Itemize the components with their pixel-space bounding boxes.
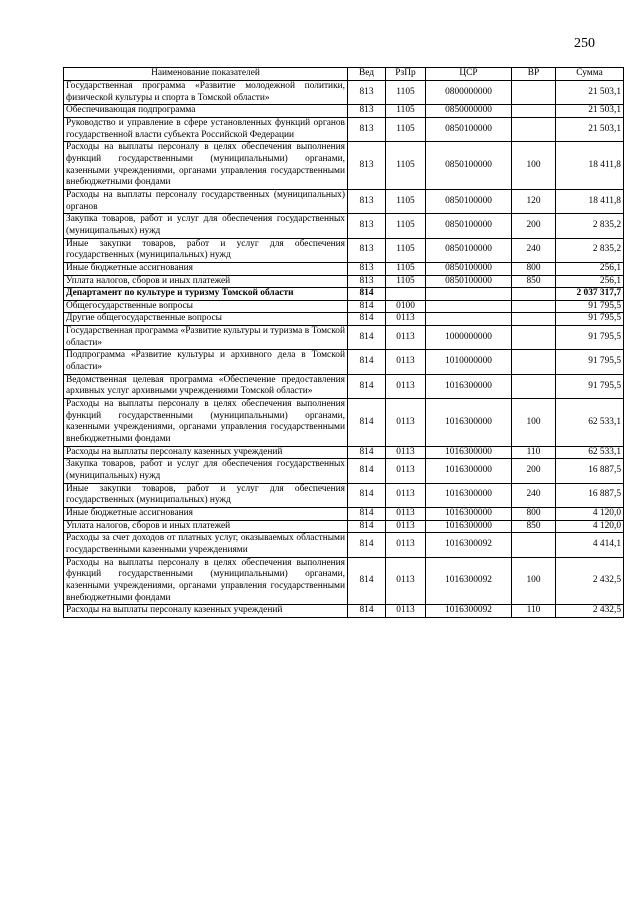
cell-rzpr: 1105 <box>386 81 426 105</box>
cell-rzpr: 1105 <box>386 275 426 288</box>
cell-rzpr: 1105 <box>386 262 426 275</box>
cell-ved: 814 <box>348 507 386 520</box>
cell-vr: 850 <box>512 520 556 533</box>
cell-name: Расходы на выплаты персоналу в целях обеспечения выполнения функций государственными (муниципальными) органами, казенными учреждениями, органами управления государственными внебюджетными фондами <box>64 557 348 605</box>
cell-vr: 110 <box>512 605 556 618</box>
cell-sum: 16 887,5 <box>556 483 624 507</box>
cell-rzpr: 0100 <box>386 300 426 313</box>
cell-csr: 1016300092 <box>426 533 512 557</box>
cell-ved: 814 <box>348 520 386 533</box>
table-row <box>64 189 624 213</box>
cell-vr: 100 <box>512 142 556 190</box>
cell-rzpr: 0113 <box>386 520 426 533</box>
cell-sum: 21 503,1 <box>556 105 624 118</box>
cell-name: Расходы на выплаты персоналу казенных учреждений <box>64 605 348 618</box>
cell-ved: 814 <box>348 459 386 483</box>
cell-vr: 100 <box>512 399 556 447</box>
cell-csr: 0850100000 <box>426 117 512 141</box>
cell-name: Департамент по культуре и туризму Томской области <box>64 288 348 301</box>
table-row <box>64 117 624 141</box>
cell-csr: 1016300000 <box>426 459 512 483</box>
cell-vr <box>512 350 556 374</box>
cell-csr: 0850100000 <box>426 189 512 213</box>
cell-sum: 2 432,5 <box>556 557 624 605</box>
cell-vr: 200 <box>512 214 556 238</box>
table-row <box>64 214 624 238</box>
cell-ved: 814 <box>348 483 386 507</box>
cell-name: Расходы на выплаты персоналу государственных (муниципальных) органов <box>64 189 348 213</box>
table-row <box>64 326 624 350</box>
table-row <box>64 374 624 398</box>
cell-name: Иные бюджетные ассигнования <box>64 262 348 275</box>
cell-vr: 240 <box>512 483 556 507</box>
cell-vr <box>512 105 556 118</box>
cell-csr: 0850100000 <box>426 142 512 190</box>
cell-rzpr: 0113 <box>386 350 426 374</box>
cell-vr: 100 <box>512 557 556 605</box>
cell-rzpr <box>386 288 426 301</box>
cell-rzpr: 1105 <box>386 214 426 238</box>
cell-rzpr: 1105 <box>386 117 426 141</box>
cell-sum: 21 503,1 <box>556 81 624 105</box>
cell-vr: 800 <box>512 507 556 520</box>
cell-sum: 2 835,2 <box>556 238 624 262</box>
cell-csr: 1016300000 <box>426 483 512 507</box>
cell-sum: 91 795,5 <box>556 300 624 313</box>
table-row <box>64 238 624 262</box>
cell-ved: 814 <box>348 399 386 447</box>
cell-ved: 813 <box>348 142 386 190</box>
cell-name: Ведомственная целевая программа «Обеспечение предоставления архивных услуг архивными учреждениями Томской области» <box>64 374 348 398</box>
cell-name: Расходы на выплаты персоналу в целях обеспечения выполнения функций государственными (муниципальными) органами, казенными учреждениями, органами управления государственными внебюджетными фондами <box>64 142 348 190</box>
cell-name: Подпрограмма «Развитие культуры и архивного дела в Томской области» <box>64 350 348 374</box>
cell-csr: 0850100000 <box>426 238 512 262</box>
table-row <box>64 313 624 326</box>
cell-csr: 1000000000 <box>426 326 512 350</box>
cell-sum: 21 503,1 <box>556 117 624 141</box>
table-row <box>64 520 624 533</box>
cell-rzpr: 0113 <box>386 446 426 459</box>
cell-csr: 0850100000 <box>426 275 512 288</box>
cell-ved: 814 <box>348 374 386 398</box>
page-number: 250 <box>574 36 595 51</box>
cell-name: Иные закупки товаров, работ и услуг для обеспечения государственных (муниципальных) нужд <box>64 483 348 507</box>
cell-ved: 813 <box>348 275 386 288</box>
cell-sum: 16 887,5 <box>556 459 624 483</box>
cell-csr: 1010000000 <box>426 350 512 374</box>
cell-csr: 1016300092 <box>426 605 512 618</box>
cell-ved: 814 <box>348 313 386 326</box>
cell-csr: 0800000000 <box>426 81 512 105</box>
cell-name: Закупка товаров, работ и услуг для обеспечения государственных (муниципальных) нужд <box>64 459 348 483</box>
table-row <box>64 350 624 374</box>
cell-name: Расходы на выплаты персоналу казенных учреждений <box>64 446 348 459</box>
cell-vr <box>512 374 556 398</box>
header-name: Наименование показателей <box>64 68 348 81</box>
cell-name: Уплата налогов, сборов и иных платежей <box>64 520 348 533</box>
table-row <box>64 275 624 288</box>
cell-vr: 240 <box>512 238 556 262</box>
cell-name: Иные закупки товаров, работ и услуг для обеспечения государственных (муниципальных) нужд <box>64 238 348 262</box>
cell-rzpr: 1105 <box>386 189 426 213</box>
table-row <box>64 605 624 618</box>
cell-vr <box>512 313 556 326</box>
header-rzpr: РзПр <box>386 68 426 81</box>
cell-vr: 800 <box>512 262 556 275</box>
cell-sum: 91 795,5 <box>556 326 624 350</box>
table-row <box>64 399 624 447</box>
cell-rzpr: 0113 <box>386 459 426 483</box>
cell-ved: 813 <box>348 105 386 118</box>
cell-sum: 4 120,0 <box>556 507 624 520</box>
budget-table <box>63 67 624 618</box>
cell-ved: 813 <box>348 238 386 262</box>
cell-sum: 2 037 317,7 <box>556 288 624 301</box>
cell-sum: 91 795,5 <box>556 313 624 326</box>
cell-csr <box>426 300 512 313</box>
cell-name: Государственная программа «Развитие культуры и туризма в Томской области» <box>64 326 348 350</box>
cell-name: Иные бюджетные ассигнования <box>64 507 348 520</box>
cell-vr <box>512 533 556 557</box>
table-row <box>64 142 624 190</box>
cell-name: Расходы на выплаты персоналу в целях обеспечения выполнения функций государственными (муниципальными) органами, казенными учреждениями, органами управления государственными внебюджетными фондами <box>64 399 348 447</box>
cell-sum: 62 533,1 <box>556 446 624 459</box>
cell-rzpr: 0113 <box>386 483 426 507</box>
cell-sum: 256,1 <box>556 262 624 275</box>
cell-sum: 4 414,1 <box>556 533 624 557</box>
cell-name: Государственная программа «Развитие молодежной политики, физической культуры и спорта в Томской области» <box>64 81 348 105</box>
cell-vr: 200 <box>512 459 556 483</box>
table-row <box>64 105 624 118</box>
cell-csr: 0850100000 <box>426 262 512 275</box>
table-row <box>64 557 624 605</box>
cell-name: Уплата налогов, сборов и иных платежей <box>64 275 348 288</box>
cell-rzpr: 1105 <box>386 238 426 262</box>
cell-sum: 4 120,0 <box>556 520 624 533</box>
cell-ved: 813 <box>348 81 386 105</box>
cell-vr <box>512 326 556 350</box>
cell-sum: 18 411,8 <box>556 142 624 190</box>
cell-ved: 814 <box>348 557 386 605</box>
cell-rzpr: 0113 <box>386 399 426 447</box>
cell-rzpr: 1105 <box>386 105 426 118</box>
cell-rzpr: 0113 <box>386 313 426 326</box>
cell-vr <box>512 300 556 313</box>
cell-name: Обеспечивающая подпрограмма <box>64 105 348 118</box>
cell-sum: 18 411,8 <box>556 189 624 213</box>
cell-csr: 0850100000 <box>426 214 512 238</box>
cell-sum: 62 533,1 <box>556 399 624 447</box>
cell-name: Закупка товаров, работ и услуг для обеспечения государственных (муниципальных) нужд <box>64 214 348 238</box>
table-header-row <box>64 68 624 81</box>
table-row <box>64 483 624 507</box>
header-vr: ВР <box>512 68 556 81</box>
cell-ved: 814 <box>348 533 386 557</box>
cell-rzpr: 1105 <box>386 142 426 190</box>
cell-csr: 1016300000 <box>426 399 512 447</box>
cell-rzpr: 0113 <box>386 605 426 618</box>
cell-csr: 1016300000 <box>426 520 512 533</box>
cell-ved: 813 <box>348 189 386 213</box>
table-row <box>64 533 624 557</box>
table-row <box>64 507 624 520</box>
cell-ved: 814 <box>348 288 386 301</box>
cell-ved: 814 <box>348 350 386 374</box>
cell-sum: 256,1 <box>556 275 624 288</box>
cell-ved: 813 <box>348 262 386 275</box>
cell-vr <box>512 288 556 301</box>
cell-ved: 814 <box>348 446 386 459</box>
cell-sum: 91 795,5 <box>556 350 624 374</box>
table-body <box>64 81 624 618</box>
cell-rzpr: 0113 <box>386 374 426 398</box>
cell-rzpr: 0113 <box>386 557 426 605</box>
header-sum: Сумма <box>556 68 624 81</box>
cell-ved: 814 <box>348 326 386 350</box>
cell-csr <box>426 313 512 326</box>
cell-sum: 2 835,2 <box>556 214 624 238</box>
table-row <box>64 81 624 105</box>
table-row <box>64 459 624 483</box>
cell-name: Руководство и управление в сфере установленных функций органов государственной власти субъекта Российской Федерации <box>64 117 348 141</box>
cell-vr <box>512 81 556 105</box>
cell-csr: 1016300092 <box>426 557 512 605</box>
cell-name: Расходы за счет доходов от платных услуг, оказываемых областными государственными казенными учреждениями <box>64 533 348 557</box>
cell-csr: 1016300000 <box>426 507 512 520</box>
table-row <box>64 300 624 313</box>
cell-rzpr: 0113 <box>386 507 426 520</box>
cell-ved: 813 <box>348 117 386 141</box>
header-csr: ЦСР <box>426 68 512 81</box>
cell-csr: 0850000000 <box>426 105 512 118</box>
cell-rzpr: 0113 <box>386 533 426 557</box>
cell-ved: 813 <box>348 214 386 238</box>
table-row <box>64 446 624 459</box>
cell-vr: 110 <box>512 446 556 459</box>
cell-name: Другие общегосударственные вопросы <box>64 313 348 326</box>
cell-name: Общегосударственные вопросы <box>64 300 348 313</box>
cell-vr <box>512 117 556 141</box>
header-ved: Вед <box>348 68 386 81</box>
cell-csr: 1016300000 <box>426 374 512 398</box>
cell-ved: 814 <box>348 300 386 313</box>
cell-rzpr: 0113 <box>386 326 426 350</box>
cell-vr: 850 <box>512 275 556 288</box>
table-row <box>64 288 624 301</box>
cell-csr: 1016300000 <box>426 446 512 459</box>
table-row <box>64 262 624 275</box>
cell-sum: 91 795,5 <box>556 374 624 398</box>
cell-sum: 2 432,5 <box>556 605 624 618</box>
cell-csr <box>426 288 512 301</box>
cell-vr: 120 <box>512 189 556 213</box>
cell-ved: 814 <box>348 605 386 618</box>
